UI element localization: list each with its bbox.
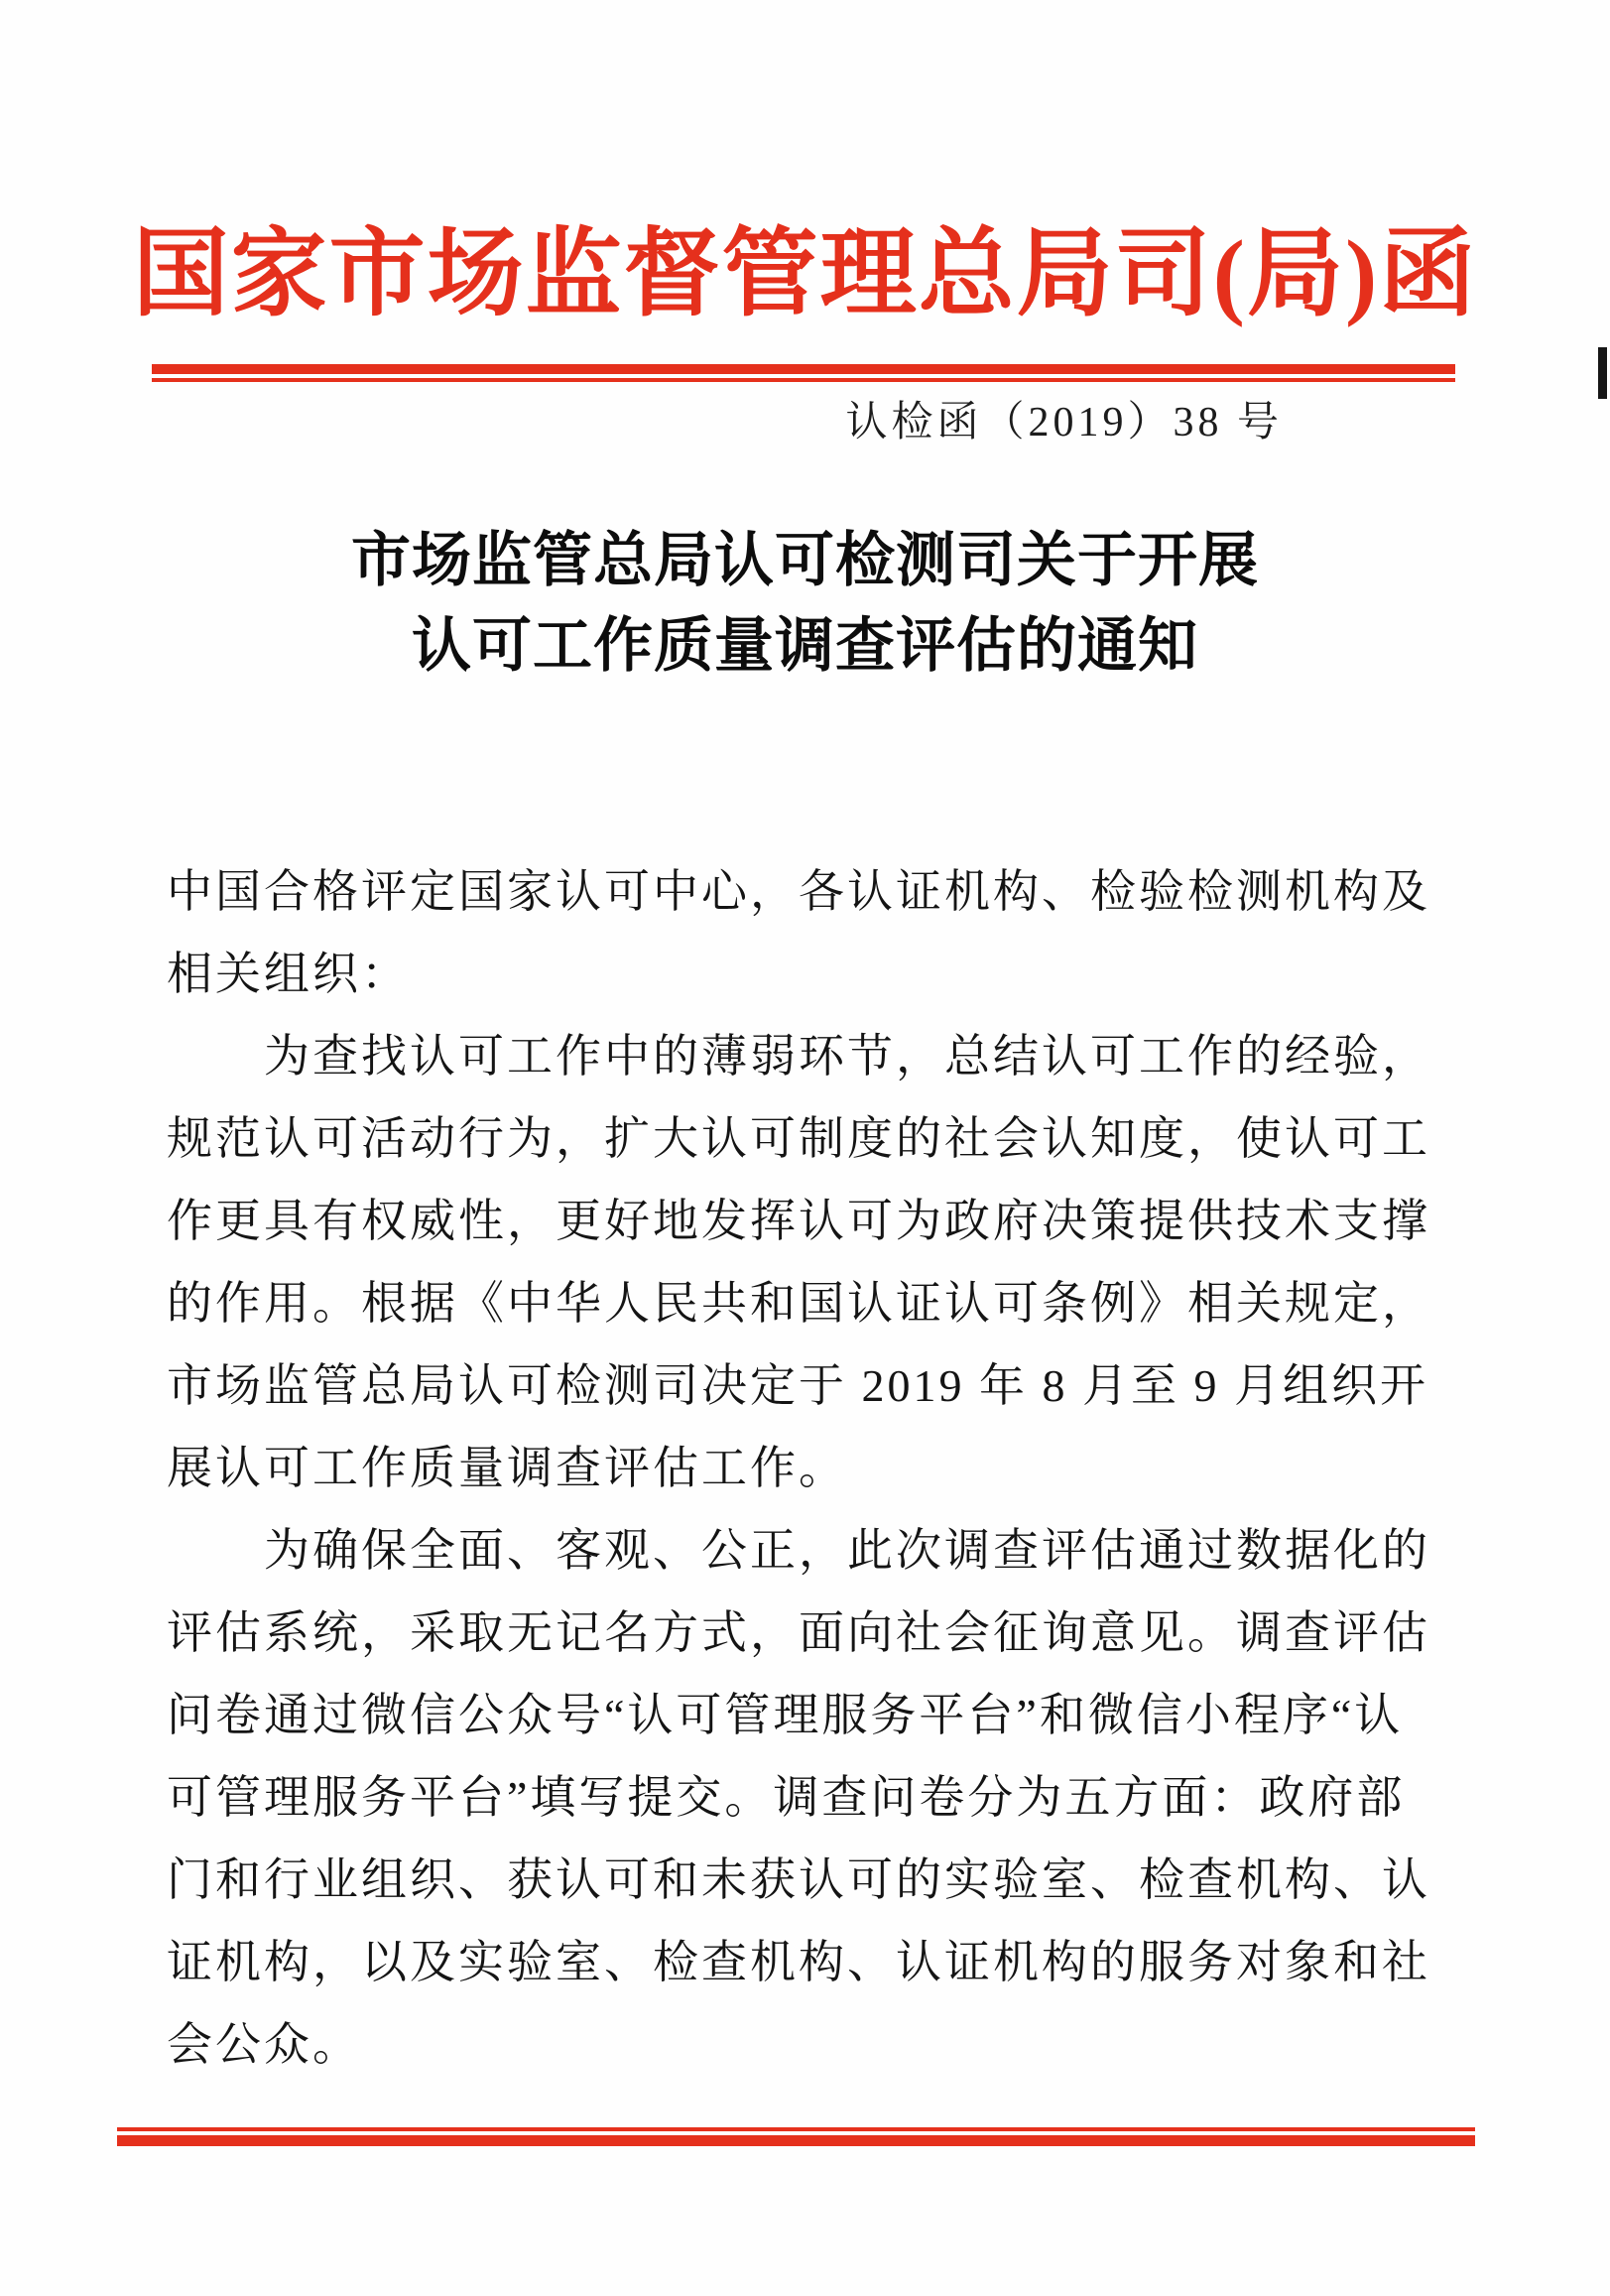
body-text-line: 评估系统，采取无记名方式，面向社会征询意见。调查评估: [167, 1607, 1430, 1658]
body-text-line: 为查找认可工作中的薄弱环节，总结认可工作的经验，: [264, 1031, 1430, 1082]
document-title-line1: 市场监管总局认可检测司关于开展: [351, 528, 1259, 593]
body-text-line: 展认可工作质量调查评估工作。: [167, 1443, 847, 1493]
document-body: [167, 850, 1446, 2086]
body-text-line: 可管理服务平台”填写提交。调查问卷分为五方面：政府部: [167, 1772, 1406, 1823]
document-title: [0, 518, 1610, 689]
body-text-line: 门和行业组织、获认可和未获认可的实验室、检查机构、认: [167, 1854, 1430, 1905]
footer-rule-thin: [117, 2127, 1475, 2131]
body-text-line: 中国合格评定国家认可中心，各认证机构、检验检测机构及: [167, 866, 1430, 917]
scan-artifact: [1598, 347, 1607, 399]
body-text-line: 的作用。根据《中华人民共和国认证认可条例》相关规定，: [167, 1278, 1430, 1329]
footer-rule-thick: [117, 2135, 1475, 2146]
body-text-line: 作更具有权威性，更好地发挥认可为政府决策提供技术支撑: [167, 1196, 1430, 1246]
document-number: 认检函（2019）38 号: [845, 400, 1283, 446]
body-text-line: 市场监管总局认可检测司决定于 2019 年 8 月至 9 月组织开: [167, 1360, 1428, 1411]
body-text-line: 规范认可活动行为，扩大认可制度的社会认知度，使认可工: [167, 1113, 1430, 1164]
body-text-line: 证机构，以及实验室、检查机构、认证机构的服务对象和社: [167, 1937, 1430, 1987]
letterhead-title: 国家市场监督管理总局司(局)函: [132, 221, 1478, 327]
header-rule-thick: [152, 364, 1455, 374]
header-rule-thin: [152, 378, 1455, 382]
document-title-line2: 认可工作质量调查评估的通知: [412, 613, 1198, 679]
body-text-line: 相关组织：: [167, 949, 410, 999]
body-text-line: 为确保全面、客观、公正，此次调查评估通过数据化的: [264, 1525, 1430, 1576]
body-text-line: 问卷通过微信公众号“认可管理服务平台”和微信小程序“认: [167, 1690, 1404, 1740]
body-text-line: 会公众。: [167, 2019, 361, 2070]
